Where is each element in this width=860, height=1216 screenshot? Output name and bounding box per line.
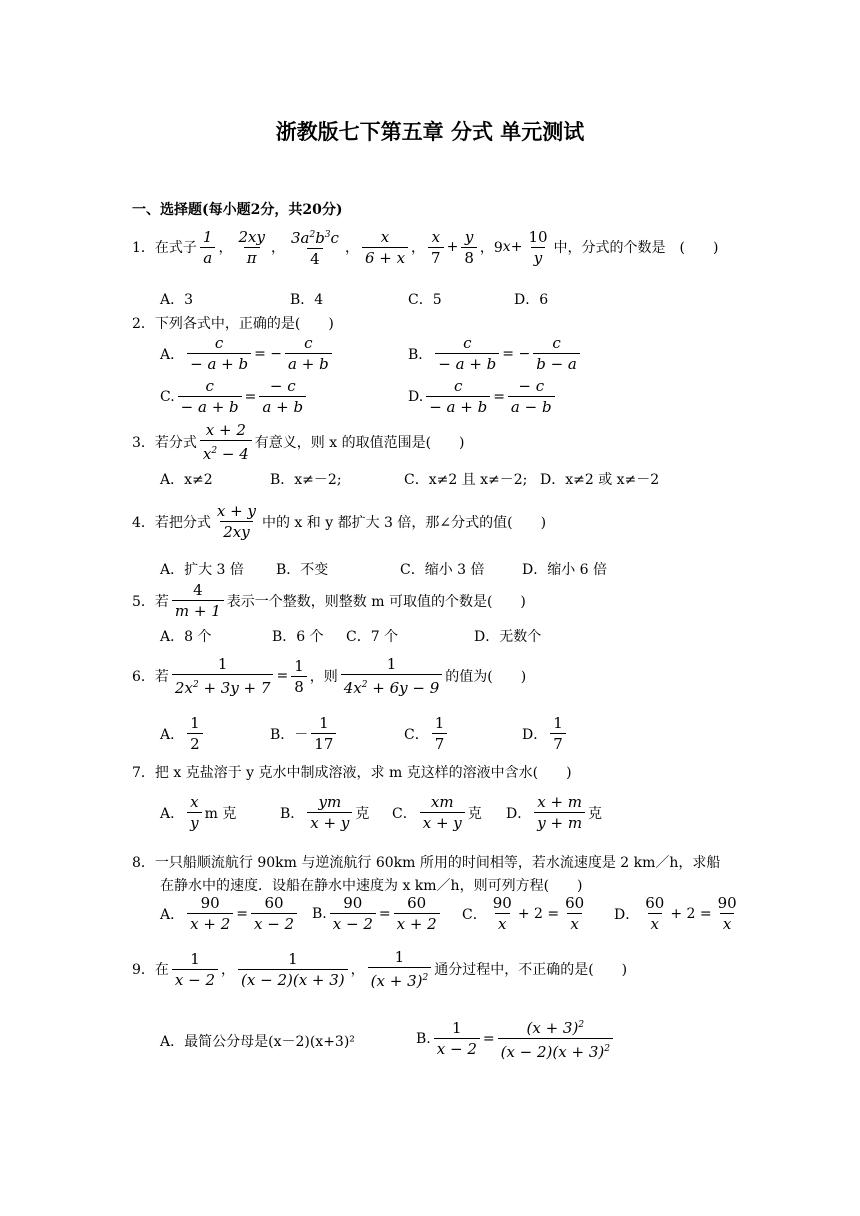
fraction: $\frac{x}{y}$ bbox=[187, 793, 201, 832]
fraction: $\frac{x}{7}$ bbox=[428, 228, 444, 267]
question-5-stem bbox=[132, 581, 526, 620]
q6-option-b: B． － $\frac{1}{17}$ bbox=[270, 714, 339, 753]
q1-option-a: A．3 bbox=[160, 292, 194, 308]
fraction: $\frac{1}{2}$ bbox=[187, 714, 203, 753]
fraction: $\frac{1}{8}$ bbox=[291, 657, 307, 696]
question-8-line-1: 8．一只船顺流航行 90km 与逆流航行 60km 所用的时间相等，若水流速度是 2 km／h，求船 bbox=[132, 855, 721, 871]
q6-option-a bbox=[160, 714, 206, 753]
question-8-line-2: 在静水中的速度．设船在静水中速度为 x km／h，则可列方程( ) bbox=[160, 878, 583, 894]
option-label: B. bbox=[312, 905, 327, 922]
q3-prefix: 3．若分式 bbox=[132, 435, 197, 451]
fraction: $\frac{x}{6 + x}$ bbox=[362, 228, 408, 267]
q7-option-d bbox=[506, 793, 602, 832]
q6-suffix: 的值为( ) bbox=[445, 669, 527, 685]
q4-suffix: 中的 x 和 y 都扩大 3 倍，那∠分式的值( ) bbox=[261, 514, 547, 531]
q5-option-b: B．6 个 bbox=[272, 629, 324, 645]
q7-option-c bbox=[392, 793, 482, 832]
fraction: $\frac{c}{b - a}$ bbox=[533, 334, 580, 373]
q9-option-a: A．最简公分母是(x－2)(x+3)² bbox=[160, 1034, 355, 1050]
question-9-stem: 9．在 $\frac{1}{x - 2}$ ， $\frac{1}{(x - 2)(x + 3)}$ ， $\frac{1}{(x + 3)^2}$ 通分过程中，不正确的是( ) bbox=[132, 948, 628, 990]
q7-unit: 克 bbox=[467, 805, 482, 822]
q8-option-c: C． $\frac{90}{x}$ + 2 = $\frac{60}{x}$ bbox=[462, 894, 590, 933]
fraction: $\frac{x + m}{y + m}$ bbox=[534, 793, 585, 832]
fraction: $\frac{60}{x}$ bbox=[645, 894, 665, 933]
fraction: $\frac{10}{y}$ bbox=[528, 227, 548, 267]
q5-option-c: C．7 个 bbox=[346, 629, 399, 645]
fraction: $\frac{90}{x}$ bbox=[492, 894, 512, 933]
fraction: $\frac{c}{a + b}$ bbox=[285, 334, 332, 373]
q5-option-d: D．无数个 bbox=[474, 629, 542, 645]
q3-suffix: 有意义，则 x 的取值范围是( ) bbox=[254, 435, 465, 451]
q7-option-b bbox=[280, 793, 369, 832]
q3-option-c: C．x≠2 且 x≠－2; bbox=[404, 472, 528, 488]
fraction: $\frac{1}{(x + 3)^2}$ bbox=[368, 948, 432, 990]
fraction: $\frac{(x + 3)^2}{(x - 2)(x + 3)^2}$ bbox=[498, 1016, 613, 1061]
q4-option-c: C．缩小 3 倍 bbox=[400, 562, 485, 578]
fraction: $\frac{x + y}{2xy}$ bbox=[216, 502, 256, 541]
option-label: B． bbox=[270, 726, 295, 743]
question-1-stem: 1．在式子 $\frac{1}{a}$ ， $\frac{2xy}{\pi}$ ， $\frac{3a^2b^3c}{4}$ ， $\frac{x}{6 + x}$ ， $\frac{x}{7}$ + $\frac{y}{8}$ ，9 x + $\frac{10}{y}$ 中，分式的个数是 ( ) bbox=[132, 227, 719, 268]
q2-option-a: A． $\frac{c}{- a + b}$ = − $\frac{c}{a + b}$ bbox=[160, 334, 335, 373]
option-label: C． bbox=[462, 906, 487, 923]
option-label: B． bbox=[408, 346, 433, 363]
fraction: $\frac{1}{17}$ bbox=[311, 714, 336, 753]
page-title: 浙教版七下第五章 分式 单元测试 bbox=[275, 119, 585, 144]
q2-option-d: D. $\frac{c}{- a + b}$ = $\frac{- c}{a - b}$ bbox=[408, 377, 558, 416]
fraction: $\frac{c}{- a + b}$ bbox=[426, 377, 490, 416]
q4-option-b: B．不变 bbox=[276, 562, 329, 578]
q1-option-c: C．5 bbox=[408, 292, 442, 308]
q7-unit: 克 bbox=[355, 805, 370, 822]
question-4-stem bbox=[132, 502, 546, 541]
q5-prefix: 5．若 bbox=[132, 593, 169, 610]
q1-option-b: B．4 bbox=[290, 292, 324, 308]
option-label: A． bbox=[160, 805, 185, 822]
fraction: $\frac{1}{4x^2 + 6y - 9}$ bbox=[341, 655, 443, 697]
q8-option-d: D． $\frac{60}{x}$ + 2 = $\frac{90}{x}$ bbox=[614, 894, 743, 933]
q7-option-a bbox=[160, 793, 236, 832]
fraction: $\frac{3a^2b^3c}{4}$ bbox=[290, 229, 339, 268]
question-7-stem: 7．把 x 克盐溶于 y 克水中制成溶液，求 m 克这样的溶液中含水( ) bbox=[132, 765, 572, 781]
q7-a-unit: m 克 bbox=[204, 805, 237, 822]
q4-prefix: 4．若把分式 bbox=[132, 514, 211, 531]
q2-option-c: C. $\frac{c}{- a + b}$ = $\frac{- c}{a + b}$ bbox=[160, 377, 309, 416]
option-label: B． bbox=[280, 805, 305, 822]
q1-prefix: 1．在式子 bbox=[132, 240, 197, 256]
fraction: $\frac{1}{7}$ bbox=[432, 714, 448, 753]
q4-option-d: D．缩小 6 倍 bbox=[522, 562, 608, 578]
fraction: $\frac{1}{(x - 2)(x + 3)}$ bbox=[238, 950, 348, 989]
question-6-stem: 6．若 $\frac{1}{2x^2 + 3y + 7}$ = $\frac{1}{8}$ ，则 $\frac{1}{4x^2 + 6y - 9}$ 的值为( ) bbox=[132, 655, 527, 697]
fraction: $\frac{60}{x - 2}$ bbox=[251, 894, 297, 933]
fraction: $\frac{1}{x - 2}$ bbox=[172, 950, 218, 989]
fraction: $\frac{1}{2x^2 + 3y + 7}$ bbox=[172, 655, 274, 697]
option-label: D. bbox=[408, 388, 424, 405]
q6-mid: ，则 bbox=[309, 669, 338, 685]
q6-option-d bbox=[522, 714, 569, 753]
fraction: $\frac{90}{x + 2}$ bbox=[187, 894, 233, 933]
fraction: $\frac{1}{a}$ bbox=[200, 228, 216, 267]
option-label: A． bbox=[160, 906, 185, 923]
option-label: D． bbox=[522, 726, 548, 743]
q9-suffix: 通分过程中，不正确的是( ) bbox=[434, 962, 628, 978]
q9-option-b: B. $\frac{1}{x - 2}$ = $\frac{(x + 3)^2}{(x - 2)(x + 3)^2}$ bbox=[416, 1016, 616, 1061]
option-label: C． bbox=[404, 726, 429, 743]
fraction: $\frac{90}{x - 2}$ bbox=[330, 894, 376, 933]
q3-option-a: A．x≠2 bbox=[160, 472, 213, 488]
fraction: $\frac{2xy}{\pi}$ bbox=[238, 227, 265, 267]
option-label: B. bbox=[416, 1030, 431, 1047]
q8-option-a: A． $\frac{90}{x + 2}$ = $\frac{60}{x - 2}$ bbox=[160, 894, 300, 933]
q3-option-d: D．x≠2 或 x≠－2 bbox=[540, 472, 660, 488]
option-label: C. bbox=[160, 388, 175, 405]
fraction: $\frac{1}{7}$ bbox=[550, 714, 566, 753]
fraction: $\frac{- c}{a - b}$ bbox=[508, 377, 555, 416]
fraction: $\frac{- c}{a + b}$ bbox=[259, 377, 306, 416]
fraction: $\frac{c}{- a + b}$ bbox=[178, 377, 242, 416]
q2-option-b: B． $\frac{c}{- a + b}$ = − $\frac{c}{b - a}$ bbox=[408, 334, 583, 373]
section-heading: 一、选择题(每小题2分，共20分) bbox=[132, 202, 343, 218]
question-3-stem bbox=[132, 421, 465, 463]
fraction: $\frac{x + 2}{x^2 - 4}$ bbox=[200, 421, 252, 463]
fraction: $\frac{ym}{x + y}$ bbox=[307, 793, 352, 832]
option-label: D． bbox=[614, 906, 640, 923]
q1-option-d: D．6 bbox=[514, 292, 549, 308]
option-label: A． bbox=[160, 726, 185, 743]
q9-prefix: 9．在 bbox=[132, 962, 169, 978]
q5-option-a: A．8 个 bbox=[160, 629, 212, 645]
q6-option-c bbox=[404, 714, 450, 753]
fraction: $\frac{c}{- a + b}$ bbox=[435, 334, 499, 373]
q6-prefix: 6．若 bbox=[132, 669, 169, 685]
question-2-stem: 2．下列各式中，正确的是( ) bbox=[132, 316, 334, 332]
fraction: $\frac{60}{x}$ bbox=[565, 894, 585, 933]
q8-option-b: B. $\frac{90}{x - 2}$ = $\frac{60}{x + 2}$ bbox=[312, 894, 443, 933]
fraction: $\frac{90}{x}$ bbox=[717, 894, 737, 933]
fraction: $\frac{4}{m + 1}$ bbox=[172, 581, 224, 620]
q4-option-a: A．扩大 3 倍 bbox=[160, 562, 244, 578]
fraction: $\frac{c}{- a + b}$ bbox=[187, 334, 251, 373]
q1-suffix: 中，分式的个数是 ( ) bbox=[553, 240, 719, 256]
fraction: $\frac{y}{8}$ bbox=[461, 228, 477, 267]
fraction: $\frac{xm}{x + y}$ bbox=[420, 793, 465, 832]
q3-option-b: B．x≠－2; bbox=[270, 472, 342, 488]
fraction: $\frac{1}{x - 2}$ bbox=[434, 1019, 480, 1058]
option-label: D． bbox=[506, 805, 532, 822]
fraction: $\frac{60}{x + 2}$ bbox=[394, 894, 440, 933]
option-label: A． bbox=[160, 346, 185, 363]
q5-suffix: 表示一个整数，则整数 m 可取值的个数是( ) bbox=[226, 593, 526, 610]
option-label: C． bbox=[392, 805, 417, 822]
q7-unit: 克 bbox=[588, 805, 603, 822]
